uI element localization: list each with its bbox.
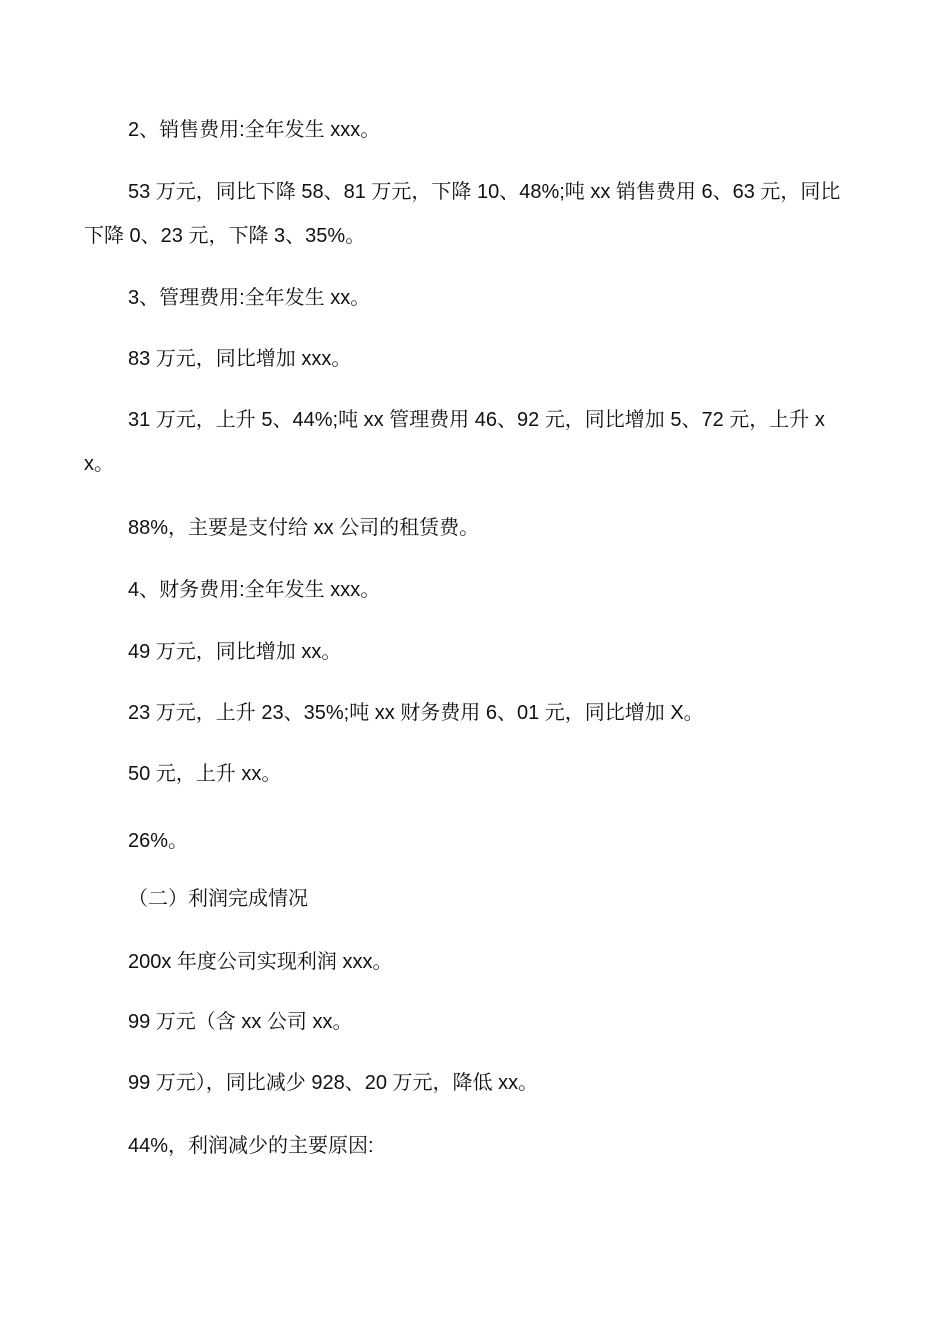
paragraph-selling-expense-heading: 2、销售费用:全年发生 xxx。 [128, 119, 381, 141]
paragraph-annual-profit: 200x 年度公司实现利润 xxx。 [128, 951, 393, 973]
paragraph-admin-expense-detail: 31 万元，上升 5、44%;吨 xx 管理费用 46、92 元，同比增加 5、72 元，上升 xx。 [84, 409, 825, 475]
section-heading-profit: （二）利润完成情况 [128, 888, 308, 910]
paragraph-profit-including: 99 万元（含 xx 公司 xx。 [128, 1011, 353, 1033]
paragraph-finance-expense-detail: 23 万元，上升 23、35%;吨 xx 财务费用 6、01 元，同比增加 X。 [128, 702, 704, 724]
paragraph-percent: 26%。 [128, 830, 189, 852]
paragraph-profit-decrease: 99 万元），同比减少 928、20 万元，降低 xx。 [128, 1072, 539, 1094]
paragraph-finance-expense-increase: 49 万元，同比增加 xx。 [128, 641, 342, 663]
paragraph-admin-expense-heading: 3、管理费用:全年发生 xx。 [128, 287, 371, 309]
paragraph-admin-expense-increase: 83 万元，同比增加 xxx。 [128, 348, 352, 370]
paragraph-lease-fee: 88%，主要是支付给 xx 公司的租赁费。 [128, 517, 480, 539]
paragraph-profit-reason: 44%，利润减少的主要原因: [128, 1135, 374, 1157]
paragraph-finance-expense-rise: 50 元，上升 xx。 [128, 763, 282, 785]
paragraph-selling-expense-detail: 53 万元，同比下降 58、81 万元，下降 10、48%;吨 xx 销售费用 6、63 元，同比下降 0、23 元，下降 3、35%。 [84, 181, 841, 247]
paragraph-finance-expense-heading: 4、财务费用:全年发生 xxx。 [128, 579, 381, 601]
